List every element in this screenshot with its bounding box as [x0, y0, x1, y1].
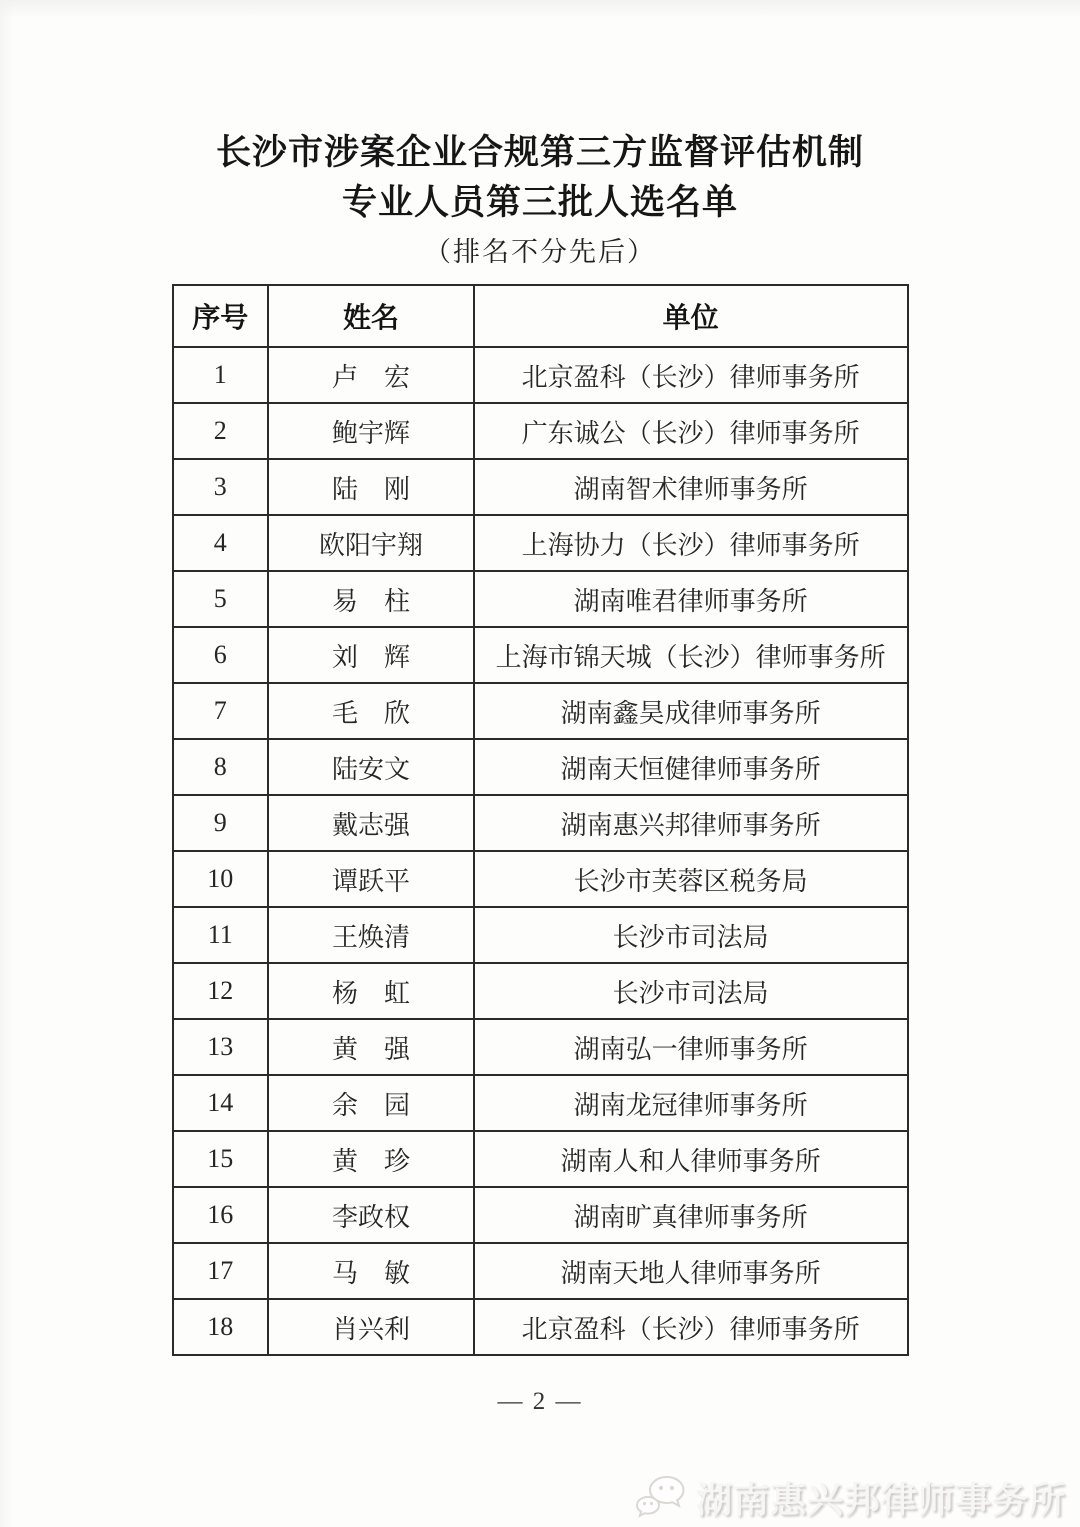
cell-unit: 湖南天恒健律师事务所	[474, 739, 908, 795]
cell-number: 11	[173, 907, 269, 963]
cell-name: 李政权	[268, 1187, 474, 1243]
cell-number: 17	[173, 1243, 269, 1299]
watermark-text: 湖南惠兴邦律师事务所	[695, 1479, 1066, 1520]
document-title-line1: 长沙市涉案企业合规第三方监督评估机制	[215, 133, 864, 172]
table-row	[173, 963, 908, 1019]
cell-name: 肖兴利	[268, 1299, 474, 1355]
table-row	[173, 1243, 908, 1299]
cell-unit: 湖南智术律师事务所	[474, 459, 908, 515]
page-number: — 2 —	[497, 1388, 583, 1415]
cell-number: 1	[173, 347, 269, 403]
table-row	[173, 459, 908, 515]
header-row	[173, 285, 908, 347]
table-row	[173, 627, 908, 683]
table-row	[173, 1075, 908, 1131]
cell-unit: 湖南唯君律师事务所	[474, 571, 908, 627]
cell-unit: 北京盈科（长沙）律师事务所	[474, 1299, 908, 1355]
cell-unit: 长沙市司法局	[474, 907, 908, 963]
cell-unit: 湖南旷真律师事务所	[474, 1187, 908, 1243]
cell-name: 谭跃平	[268, 851, 474, 907]
wechat-icon	[634, 1475, 688, 1521]
cell-number: 6	[173, 627, 269, 683]
cell-name: 戴志强	[268, 795, 474, 851]
cell-name: 卢 宏	[268, 347, 474, 403]
table-row	[173, 1131, 908, 1187]
cell-number: 3	[173, 459, 269, 515]
cell-unit: 长沙市芙蓉区税务局	[474, 851, 908, 907]
table-row	[173, 515, 908, 571]
cell-number: 8	[173, 739, 269, 795]
cell-name: 陆 刚	[268, 459, 474, 515]
cell-unit: 湖南龙冠律师事务所	[474, 1075, 908, 1131]
cell-number: 16	[173, 1187, 269, 1243]
table-row	[173, 683, 908, 739]
cell-unit: 湖南天地人律师事务所	[474, 1243, 908, 1299]
cell-name: 马 敏	[268, 1243, 474, 1299]
cell-number: 7	[173, 683, 269, 739]
cell-unit: 湖南鑫昊成律师事务所	[474, 683, 908, 739]
table-row	[173, 403, 908, 459]
cell-unit: 上海协力（长沙）律师事务所	[474, 515, 908, 571]
header-cell-no: 序号	[173, 285, 269, 347]
cell-name: 欧阳宇翔	[268, 515, 474, 571]
cell-name: 鲍宇辉	[268, 403, 474, 459]
table-row	[173, 739, 908, 795]
table-row	[173, 907, 908, 963]
cell-unit: 长沙市司法局	[474, 963, 908, 1019]
cell-unit: 北京盈科（长沙）律师事务所	[474, 347, 908, 403]
cell-name: 黄 珍	[268, 1131, 474, 1187]
table-row	[173, 795, 908, 851]
roster-table	[172, 284, 909, 1356]
cell-number: 13	[173, 1019, 269, 1075]
header-cell-unit: 单位	[474, 285, 908, 347]
table-row	[173, 571, 908, 627]
cell-unit: 上海市锦天城（长沙）律师事务所	[474, 627, 908, 683]
cell-number: 12	[173, 963, 269, 1019]
cell-name: 杨 虹	[268, 963, 474, 1019]
document-title-line2: 专业人员第三批人选名单	[341, 183, 738, 222]
cell-name: 易 柱	[268, 571, 474, 627]
cell-name: 刘 辉	[268, 627, 474, 683]
cell-name: 陆安文	[268, 739, 474, 795]
table-row	[173, 1019, 908, 1075]
cell-name: 王焕清	[268, 907, 474, 963]
cell-unit: 湖南人和人律师事务所	[474, 1131, 908, 1187]
cell-number: 5	[173, 571, 269, 627]
cell-number: 14	[173, 1075, 269, 1131]
cell-unit: 湖南惠兴邦律师事务所	[474, 795, 908, 851]
cell-number: 18	[173, 1299, 269, 1355]
cell-number: 9	[173, 795, 269, 851]
cell-unit: 广东诚公（长沙）律师事务所	[474, 403, 908, 459]
cell-number: 4	[173, 515, 269, 571]
cell-number: 15	[173, 1131, 269, 1187]
table-row	[173, 1299, 908, 1355]
document-subtitle: （排名不分先后）	[424, 237, 656, 267]
header-cell-name: 姓名	[268, 285, 474, 347]
roster-table-body	[173, 347, 908, 1355]
table-row	[173, 1187, 908, 1243]
cell-number: 10	[173, 851, 269, 907]
cell-name: 余 园	[268, 1075, 474, 1131]
watermark	[634, 1472, 1066, 1523]
table-row	[173, 347, 908, 403]
cell-unit: 湖南弘一律师事务所	[474, 1019, 908, 1075]
roster-table-header	[173, 285, 908, 347]
cell-name: 毛 欣	[268, 683, 474, 739]
cell-name: 黄 强	[268, 1019, 474, 1075]
cell-number: 2	[173, 403, 269, 459]
table-row	[173, 851, 908, 907]
